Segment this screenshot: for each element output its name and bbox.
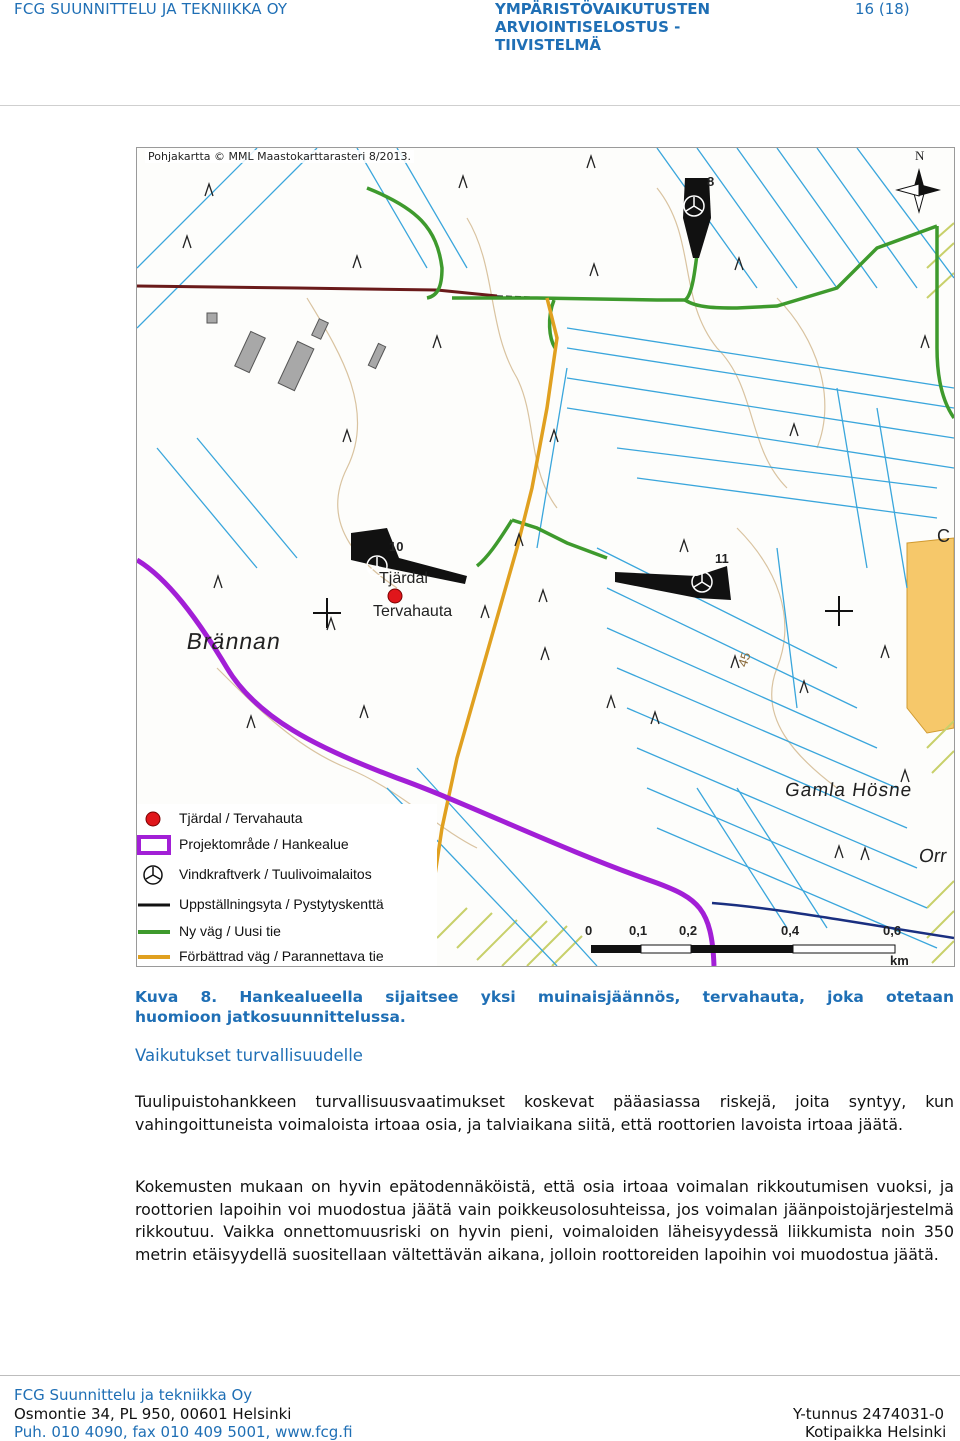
black-line-icon bbox=[137, 894, 171, 916]
scale-tick-1: 0,1 bbox=[629, 923, 648, 938]
tervahauta-label: Tervahauta bbox=[373, 603, 453, 620]
orr-label: Orr bbox=[917, 846, 948, 867]
tervahauta-marker bbox=[388, 589, 402, 603]
scale-tick-2: 0,2 bbox=[679, 923, 698, 938]
north-arrow-icon bbox=[897, 168, 941, 212]
turbine-10-label: 10 bbox=[389, 539, 404, 554]
legend-label: Tjärdal / Tervahauta bbox=[179, 810, 303, 826]
footer-contact: Puh. 010 4090, fax 010 409 5001, www.fcg.fi bbox=[14, 1423, 353, 1441]
turbine-11-label: 11 bbox=[715, 551, 729, 566]
paragraph-2: Kokemusten mukaan on hyvin epätodennäköistä, että osia irtoaa voimalan rikkoutumisen vuoksi, ja roottorien lapoihin voi muodostua jäätä vain poikkeusolosuhteissa, jos voimalan jäänpoistojärjestelmä rikkoutuu. Vaikka onnettomuusriski on hyvin pieni, voimaloiden läheisyydessä liikkumista noin 350 metrin etäisyydellä suositellaan vältettävän aikana, jolloin roottoreiden lapoihin voi muodostua jäätä. bbox=[135, 1177, 954, 1264]
header-report-line-3: TIIVISTELMÄ bbox=[495, 36, 601, 54]
existing-road bbox=[137, 286, 497, 296]
crane-pads bbox=[351, 178, 731, 600]
scale-bar bbox=[585, 893, 945, 967]
figure-caption-line-2: huomioon jatkosuunnittelussa. bbox=[135, 1008, 406, 1026]
red-dot-icon bbox=[137, 808, 171, 830]
built-area bbox=[907, 538, 954, 733]
north-label: N bbox=[915, 148, 925, 163]
green-line-icon bbox=[137, 921, 171, 943]
tjardal-label: Tjärdal bbox=[379, 570, 428, 587]
header-report-line-2: ARVIOINTISELOSTUS - bbox=[495, 18, 681, 36]
orange-line-icon bbox=[137, 946, 171, 967]
header-report-line-1: YMPÄRISTÖVAIKUTUSTEN bbox=[495, 0, 711, 18]
turbine-icon bbox=[137, 864, 171, 886]
gamla-housne-label: Gamla Hösne bbox=[783, 780, 914, 801]
header-page-number: 16 (18) bbox=[855, 0, 910, 18]
footer-domicile: Kotipaikka Helsinki bbox=[805, 1423, 947, 1441]
footer-address: Osmontie 34, PL 950, 00601 Helsinki bbox=[14, 1405, 292, 1423]
map-figure bbox=[136, 147, 955, 967]
scale-unit: km bbox=[890, 953, 909, 967]
header-divider bbox=[0, 105, 960, 106]
footer-company: FCG Suunnittelu ja tekniikka Oy bbox=[14, 1386, 253, 1404]
figure-caption-line-1: Kuva 8. Hankealueella sijaitsee yksi muinaisjäännös, tervahauta, joka otetaan bbox=[135, 988, 954, 1006]
scale-tick-3: 0,4 bbox=[781, 923, 800, 938]
contour-45-label: 45 bbox=[734, 650, 754, 669]
legend-label: Ny väg / Uusi tie bbox=[179, 923, 281, 939]
turbine-8-label: 8 bbox=[707, 174, 715, 189]
footer-divider bbox=[0, 1375, 960, 1376]
new-roads bbox=[367, 188, 954, 566]
buildings bbox=[207, 313, 386, 391]
section-title: Vaikutukset turvallisuudelle bbox=[135, 1046, 363, 1065]
improved-road bbox=[427, 298, 557, 966]
legend-label: Uppställningsyta / Pystytyskenttä bbox=[179, 896, 384, 912]
brannan-label: Brännan bbox=[184, 628, 284, 654]
scale-tick-0: 0 bbox=[585, 923, 593, 938]
map-credit: Pohjakartta © MML Maastokarttarasteri 8/2013. bbox=[145, 150, 414, 163]
header-report-title bbox=[495, 0, 710, 54]
scale-tick-4: 0,6 bbox=[883, 923, 902, 938]
legend-label: Vindkraftverk / Tuulivoimalaitos bbox=[179, 866, 372, 882]
paragraph-1: Tuulipuistohankkeen turvallisuusvaatimukset koskevat pääasiassa riskejä, joita syntyy, kun vahingoittuneista voimaloista irtoaa osia, ja talviaikana siitä, että roottorien lavoista irtoaa jäätä. bbox=[135, 1092, 954, 1134]
header-company: FCG SUUNNITTELU JA TEKNIIKKA OY bbox=[14, 0, 288, 18]
map-legend bbox=[137, 804, 437, 966]
purple-box-icon bbox=[137, 834, 171, 856]
legend-label: Projektområde / Hankealue bbox=[179, 836, 349, 852]
footer-business-id: Y-tunnus 2474031-0 bbox=[793, 1405, 945, 1423]
map-edge-label: C bbox=[937, 526, 950, 546]
legend-label: Förbättrad väg / Parannettava tie bbox=[179, 948, 384, 964]
